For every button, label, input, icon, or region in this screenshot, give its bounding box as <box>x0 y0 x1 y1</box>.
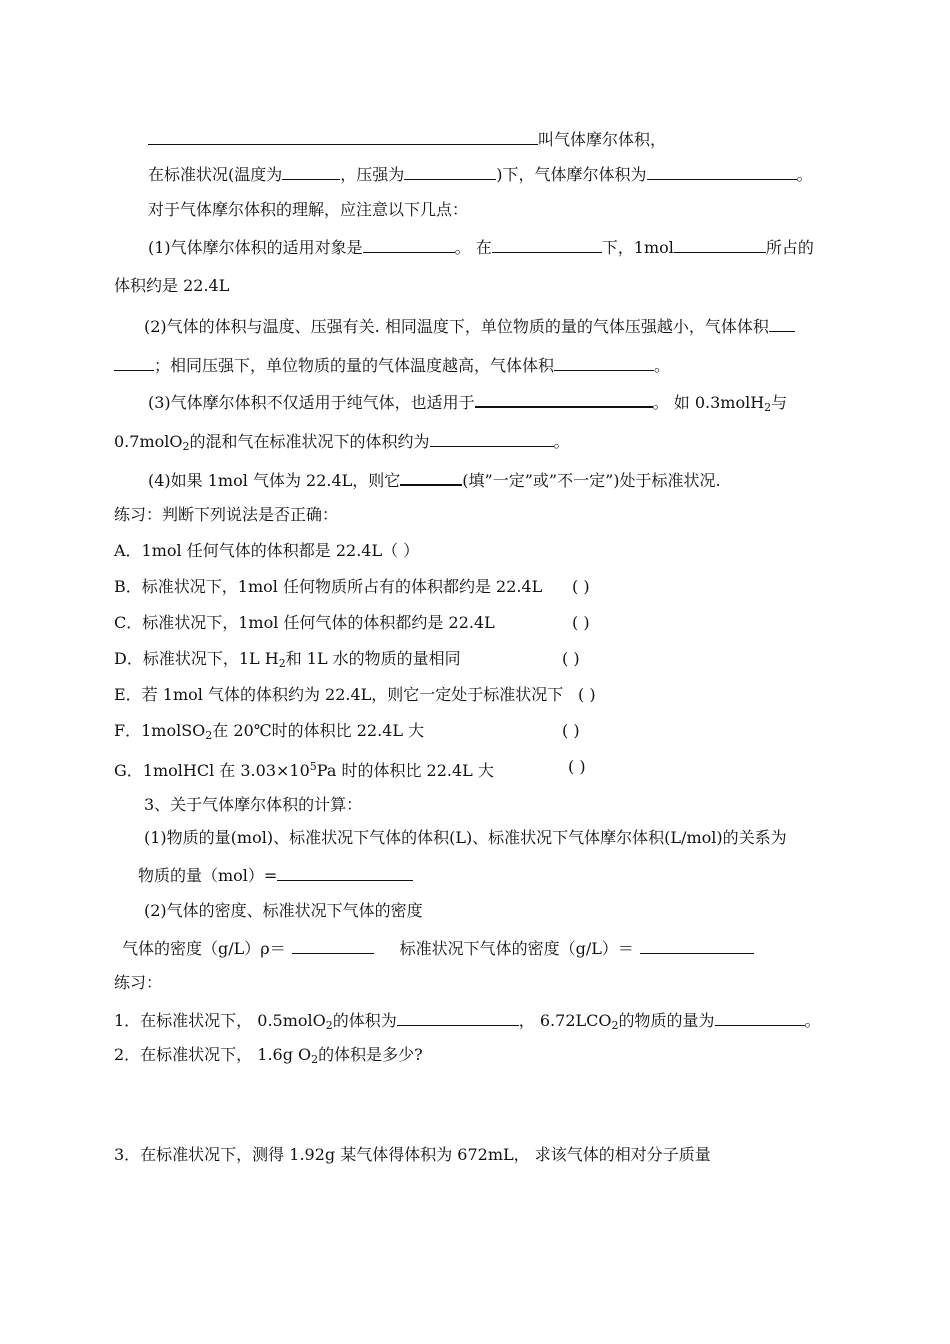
note-3 <box>148 390 787 418</box>
note-4 <box>148 468 721 491</box>
item-g-text-1: G．1molHCl 在 3.03×10 <box>114 761 310 780</box>
note-4-text-2: (填”一定”或”不一定”)处于标准状况. <box>462 471 721 490</box>
item-d-text-2: 和 1L 水的物质的量相同 <box>285 649 461 668</box>
subscript: 2 <box>311 1053 319 1066</box>
calc-1b-text: 物质的量（mol）= <box>138 866 278 885</box>
note-2-text-1: (2)气体的体积与温度、压强有关. 相同温度下，单位物质的量的气体压强越小，气体体积 <box>144 317 769 336</box>
note-1-text-2: 。 在 <box>454 238 492 257</box>
question-2 <box>114 1045 423 1070</box>
answer-blank[interactable] <box>647 163 797 180</box>
subscript: 2 <box>182 440 190 453</box>
q1-text-3: ， 6.72LCO <box>518 1011 612 1030</box>
answer-blank[interactable] <box>769 315 795 332</box>
answer-blank[interactable] <box>715 1009 805 1026</box>
calc-1: (1)物质的量(mol)、标准状况下气体的体积(L)、标准状况下气体摩尔体积(L/mol)的关系为 <box>144 828 787 847</box>
std-text-1: 在标准状况(温度为 <box>148 165 283 184</box>
answer-blank[interactable] <box>400 468 462 486</box>
answer-blank[interactable] <box>148 128 538 145</box>
answer-blank[interactable] <box>674 236 766 253</box>
item-g-text-2: Pa 时的体积比 22.4L 大 <box>316 761 494 780</box>
subscript: 2 <box>764 401 772 414</box>
note-1-text-4: 所占的 <box>765 238 814 257</box>
exercise-item-c: C．标准状况下，1mol 任何气体的体积都约是 22.4L <box>114 613 495 632</box>
std-text-4: 。 <box>796 165 813 184</box>
answer-blank[interactable] <box>475 390 653 408</box>
note-1-text-3: 下，1mol <box>601 238 674 257</box>
superscript: 5 <box>309 760 317 773</box>
calc-1b <box>138 864 413 886</box>
item-d-text-1: D．标准状况下，1L H <box>114 649 279 668</box>
exercise-1-title: 练习：判断下列说法是否正确： <box>114 505 339 524</box>
exercise-item-f <box>114 721 424 746</box>
note-3-text-5: 的混和气在标准状况下的体积约为 <box>189 432 430 451</box>
answer-blank[interactable] <box>292 937 374 954</box>
answer-blank[interactable] <box>404 163 496 180</box>
item-f-text-1: F．1molSO <box>114 721 206 740</box>
answer-paren[interactable]: ( ) <box>562 721 580 740</box>
q1-text-2: 的体积为 <box>332 1011 397 1030</box>
q2-text-2: 的体积是多少? <box>318 1045 423 1064</box>
note-2 <box>144 315 795 337</box>
answer-blank[interactable] <box>282 163 340 180</box>
std-line <box>148 163 813 185</box>
answer-blank[interactable] <box>492 236 602 253</box>
notes-intro: 对于气体摩尔体积的理解，应注意以下几点： <box>148 200 469 219</box>
exercise-item-d <box>114 649 461 674</box>
subscript: 2 <box>611 1019 619 1032</box>
answer-paren[interactable]: ( ) <box>572 613 590 632</box>
note-3-text-4: 0.7molO <box>114 432 183 451</box>
answer-blank[interactable] <box>277 864 413 881</box>
subscript: 2 <box>325 1019 333 1032</box>
note-2-text-3: 。 <box>654 356 671 375</box>
def-line <box>148 128 666 150</box>
exercise-2-title: 练习： <box>114 973 163 992</box>
note-3-text-2: 。 如 0.3molH <box>652 393 765 412</box>
note-1 <box>148 236 814 258</box>
answer-blank[interactable] <box>363 236 455 253</box>
note-2-text-2: ；相同压强下，单位物质的量的气体温度越高，气体体积 <box>154 356 555 375</box>
note-2-line-2 <box>114 354 670 376</box>
answer-paren[interactable]: ( ) <box>578 685 596 704</box>
exercise-item-e: E．若 1mol 气体的体积约为 22.4L，则它一定处于标准状况下 <box>114 685 564 704</box>
note-3-line-2 <box>114 430 570 457</box>
answer-paren[interactable]: ( ) <box>568 757 586 776</box>
density-text-2: 标准状况下气体的密度（g/L）＝ <box>399 939 634 958</box>
exercise-item-a: A．1mol 任何气体的体积都是 22.4L（ ） <box>114 541 420 560</box>
std-text-3: )下，气体摩尔体积为 <box>496 165 647 184</box>
question-1 <box>114 1009 821 1036</box>
question-3: 3．在标准状况下，测得 1.92g 某气体得体积为 672mL， 求该气体的相对分子质量 <box>114 1145 711 1164</box>
subscript: 2 <box>278 657 286 670</box>
std-text-2: ，压强为 <box>340 165 405 184</box>
subscript: 2 <box>205 729 213 742</box>
density-line <box>122 937 754 959</box>
def-text: 叫气体摩尔体积， <box>538 130 667 149</box>
note-4-text-1: (4)如果 1mol 气体为 22.4L，则它 <box>148 471 401 490</box>
note-1-text-1: (1)气体摩尔体积的适用对象是 <box>148 238 363 257</box>
note-1-line-2: 体积约是 22.4L <box>114 276 230 295</box>
exercise-item-g <box>114 757 494 781</box>
density-text-1: 气体的密度（g/L）ρ＝ <box>122 939 286 958</box>
q1-text-1: 1．在标准状况下， 0.5molO <box>114 1011 326 1030</box>
answer-blank[interactable] <box>640 937 754 954</box>
q2-text-1: 2．在标准状况下， 1.6g O <box>114 1045 312 1064</box>
answer-blank[interactable] <box>554 354 654 371</box>
exercise-item-b: B．标准状况下，1mol 任何物质所占有的体积都约是 22.4L <box>114 577 543 596</box>
answer-blank[interactable] <box>114 354 154 371</box>
note-3-text-6: 。 <box>553 432 570 451</box>
q1-text-4: 的物质的量为 <box>618 1011 715 1030</box>
section-3-title: 3、关于气体摩尔体积的计算： <box>144 795 363 814</box>
q1-text-5: 。 <box>804 1011 821 1030</box>
item-f-text-2: 在 20℃时的体积比 22.4L 大 <box>212 721 425 740</box>
answer-blank[interactable] <box>430 430 554 447</box>
note-3-text-1: (3)气体摩尔体积不仅适用于纯气体，也适用于 <box>148 393 475 412</box>
answer-paren[interactable]: ( ) <box>572 577 590 596</box>
calc-2: (2)气体的密度、标准状况下气体的密度 <box>144 901 423 920</box>
answer-blank[interactable] <box>397 1009 519 1026</box>
answer-paren[interactable]: ( ) <box>562 649 580 668</box>
note-3-text-3: 与 <box>771 393 788 412</box>
